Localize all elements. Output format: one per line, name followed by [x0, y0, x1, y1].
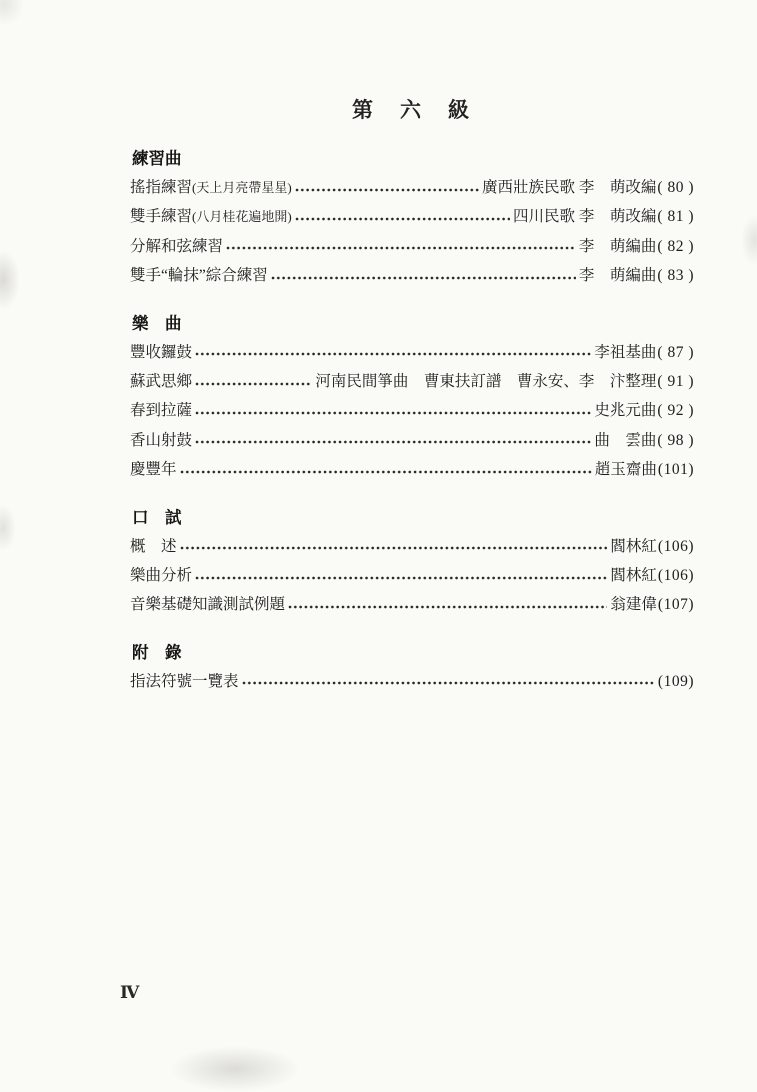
toc-section: [130, 310, 694, 485]
dotted-leader: [288, 605, 607, 609]
section-header: 樂 曲: [132, 313, 182, 333]
entry-attribution: 閻林紅: [610, 537, 657, 555]
entry-attribution: 李 萌編曲: [578, 237, 657, 255]
entry-attribution: 李 萌編曲: [578, 267, 657, 285]
scan-smudge: [0, 0, 24, 26]
dotted-leader: [195, 576, 607, 580]
entry-attribution: 李祖基曲: [594, 343, 657, 361]
section-rows: [130, 532, 694, 620]
entry-attribution: 史兆元曲: [594, 402, 657, 420]
entry-page-number: (109): [657, 672, 694, 690]
entry-page-number: ( 87 ): [657, 343, 694, 361]
entry-page-number: (106): [657, 537, 694, 555]
entry-subtitle: (天上月亮帶星星): [192, 180, 292, 195]
entry-attribution: 趙玉齋曲: [594, 461, 657, 479]
section-header: 口 試: [132, 507, 182, 527]
entry-page-number: ( 83 ): [657, 267, 694, 285]
toc-section: [130, 504, 694, 620]
scan-smudge: [170, 1046, 300, 1092]
toc-entry: [130, 426, 694, 455]
entry-page-number: ( 98 ): [657, 431, 694, 449]
toc-entry: [130, 396, 694, 425]
entry-title: 雙手“輪抹”綜合練習: [130, 267, 268, 285]
dotted-leader: [295, 188, 479, 192]
dotted-leader: [180, 546, 608, 550]
toc-sections: [130, 145, 694, 696]
entry-title: 分解和弦練習: [130, 237, 224, 255]
entry-page-number: ( 82 ): [657, 237, 694, 255]
toc-entry: [130, 455, 694, 484]
toc-entry: [130, 367, 694, 396]
dotted-leader: [226, 246, 576, 250]
scan-smudge: [0, 505, 16, 551]
toc-entry: [130, 532, 694, 561]
entry-title: 豐收鑼鼓: [130, 343, 193, 361]
dotted-leader: [180, 470, 592, 474]
entry-title: 慶豐年: [130, 461, 177, 479]
toc-entry: [130, 590, 694, 619]
entry-page-number: ( 80 ): [657, 179, 694, 196]
scan-smudge: [0, 250, 20, 310]
toc-entry: [130, 232, 694, 261]
dotted-leader: [195, 382, 312, 386]
dotted-leader: [195, 411, 591, 415]
entry-title: 音樂基礎知識測試例題: [130, 596, 286, 614]
entry-attribution: 廣西壯族民歌 李 萌改編: [482, 179, 657, 196]
entry-title: 雙手練習: [130, 208, 193, 226]
toc-section: [130, 145, 694, 291]
toc-entry: [130, 261, 694, 290]
page-title: 第 六 級: [352, 98, 472, 122]
section-header: 附 錄: [132, 642, 182, 662]
entry-page-number: (101): [657, 461, 694, 479]
entry-title: 搖指練習: [130, 179, 193, 196]
entry-attribution: 四川民歌 李 萌改編: [513, 208, 657, 226]
entry-page-number: (106): [657, 566, 694, 584]
entry-attribution: 河南民間箏曲 曹東扶訂譜 曹永安、李 汴整理: [315, 372, 657, 390]
toc-entry: [130, 667, 694, 696]
scan-smudge: [741, 215, 757, 265]
toc-section: [130, 639, 694, 696]
entry-attribution: 翁建偉: [610, 596, 657, 614]
folio-page-number: Ⅳ: [120, 983, 140, 1002]
dotted-leader: [295, 217, 510, 221]
toc-entry: [130, 338, 694, 367]
entry-title: 概 述: [130, 537, 177, 555]
entry-title: 香山射鼓: [130, 431, 193, 449]
section-rows: [130, 173, 694, 291]
toc-content: [130, 0, 694, 696]
dotted-leader: [271, 276, 576, 280]
entry-page-number: ( 91 ): [657, 372, 694, 390]
section-rows: [130, 667, 694, 696]
dotted-leader: [195, 440, 591, 444]
entry-title: 樂曲分析: [130, 566, 193, 584]
toc-entry: [130, 173, 694, 202]
entry-page-number: ( 81 ): [657, 208, 694, 226]
toc-entry: [130, 202, 694, 231]
entry-page-number: (107): [657, 596, 694, 614]
dotted-leader: [195, 352, 591, 356]
entry-attribution: 曲 雲曲: [594, 431, 657, 449]
entry-attribution: 閻林紅: [610, 566, 657, 584]
entry-page-number: ( 92 ): [657, 402, 694, 420]
entry-subtitle: (八月桂花遍地開): [192, 209, 292, 225]
entry-title: 指法符號一覽表: [130, 672, 239, 690]
entry-title: 春到拉薩: [130, 402, 193, 420]
section-header: 練習曲: [132, 149, 182, 168]
entry-title: 蘇武思鄉: [130, 372, 193, 390]
section-rows: [130, 338, 694, 485]
dotted-leader: [242, 681, 654, 685]
toc-entry: [130, 561, 694, 590]
